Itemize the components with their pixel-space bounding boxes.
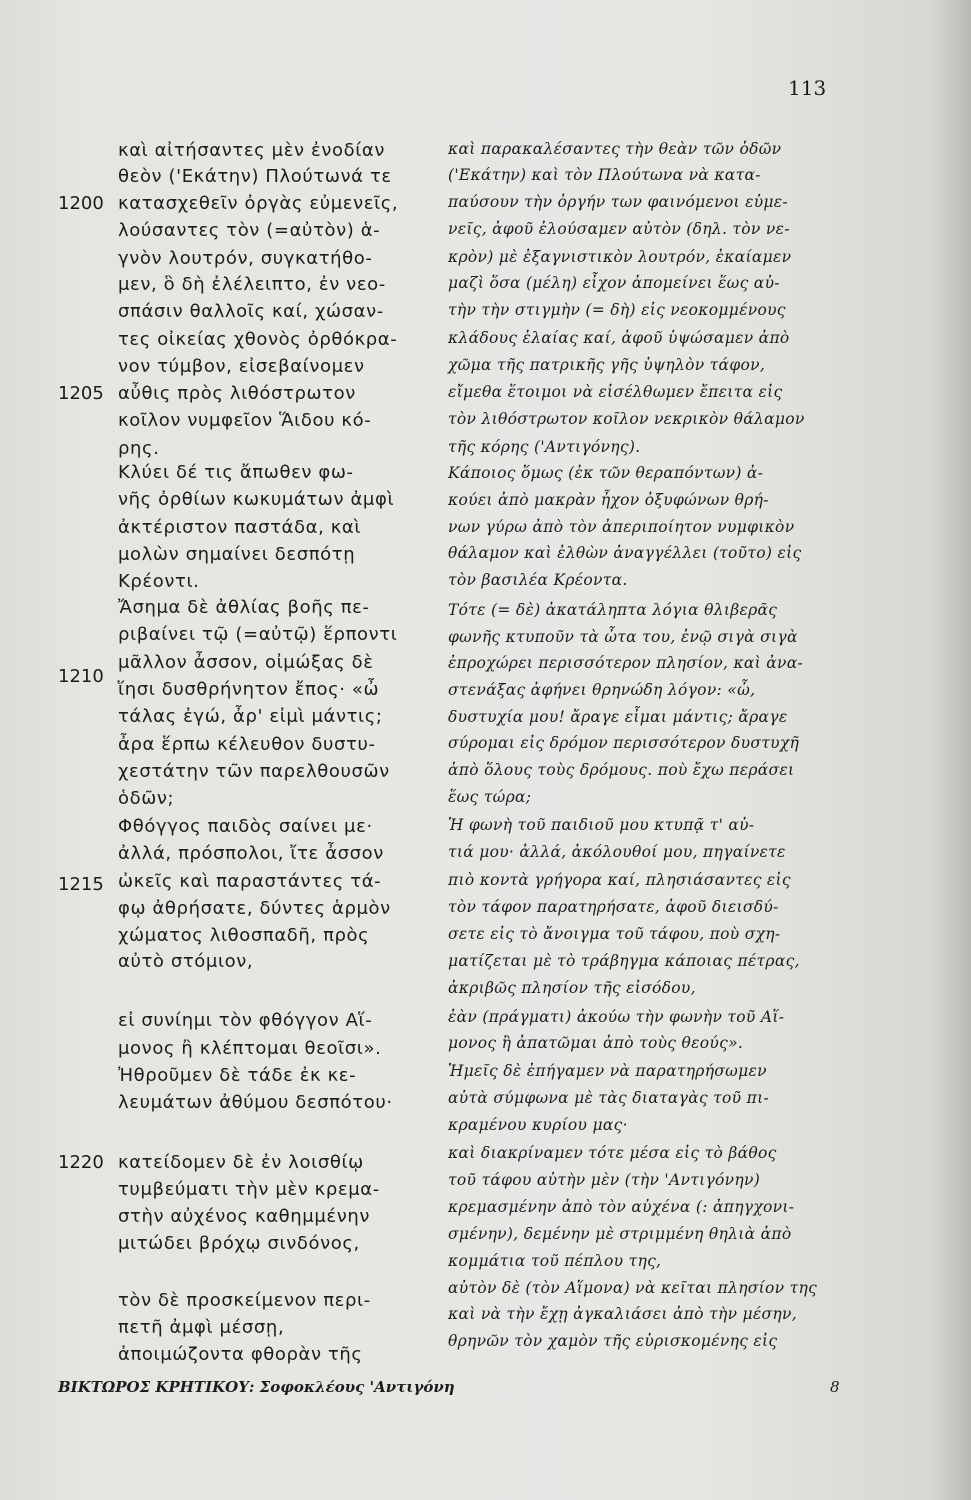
line-number: 1210 [58, 666, 104, 687]
translation-line: τὸν βασιλέα Κρέοντα. [448, 571, 628, 589]
greek-line: κατασχεθεῖν ὀργὰς εὐμενεῖς, [118, 193, 399, 214]
translation-line: θρηνῶν τὸν χαμὸν τῆς εὑρισκομένης εἰς [448, 1332, 778, 1350]
greek-line: αὐτὸ στόμιον, [118, 951, 254, 972]
greek-line: Ἄσημα δὲ ἀθλίας βοῆς πε- [118, 597, 370, 618]
translation-line: σύρομαι εἰς δρόμον περισσότερον δυστυχῆ [448, 734, 800, 752]
translation-line: τοῦ τάφου αὐτὴν μὲν (τὴν 'Αντιγόνην) [448, 1171, 761, 1189]
page-number: 113 [788, 76, 827, 100]
translation-line: ματίζεται μὲ τὸ τράβηγμα κάποιας πέτρας, [448, 952, 800, 970]
greek-line: ἵησι δυσθρήνητον ἔπος· «ὦ [118, 679, 380, 700]
translation-line: τὸν λιθόστρωτον κοῖλον νεκρικὸν θάλαμον [448, 410, 805, 428]
greek-line: τυμβεύματι τὴν μὲν κρεμα- [118, 1179, 380, 1200]
greek-line: φῳ ἀθρήσατε, δύντες ἁρμὸν [118, 898, 391, 919]
greek-line: αὖθις πρὸς λιθόστρωτον [118, 383, 356, 404]
greek-line: ἀποιμώζοντα φθορὰν τῆς [118, 1344, 363, 1365]
greek-line: μεν, ὃ δὴ ἐλέλειπτο, ἐν νεο- [118, 274, 386, 295]
greek-line: Κρέοντι. [118, 571, 200, 592]
greek-line: κοῖλον νυμφεῖον Ἅιδου κό- [118, 410, 372, 431]
greek-line: σπάσιν θαλλοῖς καί, χώσαν- [118, 301, 384, 322]
translation-line: Τότε (= δὲ) ἀκατάληπτα λόγια θλιβερᾶς [448, 601, 778, 619]
translation-line: κλάδους ἐλαίας καί, ἀφοῦ ὑψώσαμεν ἀπὸ [448, 329, 790, 347]
footer-author-title: ΒΙΚΤΩΡΟΣ ΚΡΗΤΙΚΟΥ: Σοφοκλέους 'Αντιγόνη [58, 1378, 455, 1396]
greek-line: μιτώδει βρόχῳ σινδόνος, [118, 1233, 360, 1254]
translation-line: κρεμασμένην ἀπὸ τὸν αὐχένα (: ἀπηγχονι- [448, 1198, 795, 1216]
greek-line: τὸν δὲ προσκείμενον περι- [118, 1290, 371, 1311]
translation-line: κραμένου κυρίου μας· [448, 1116, 628, 1134]
translation-line: εἴμεθα ἕτοιμοι νὰ εἰσέλθωμεν ἔπειτα εἰς [448, 383, 783, 401]
line-number: 1215 [58, 874, 104, 895]
translation-line: αὐτὰ σύμφωνα μὲ τὰς διαταγὰς τοῦ πι- [448, 1089, 770, 1107]
footer-signature-mark: 8 [830, 1378, 840, 1396]
greek-line: στὴν αὐχένος καθημμένην [118, 1206, 371, 1227]
greek-line: τάλας ἐγώ, ἆρ' εἰμὶ μάντις; [118, 706, 383, 727]
translation-line: στενάξας ἀφήνει θρηνώδη λόγον: «ὦ, [448, 681, 756, 699]
translation-line: καὶ διακρίναμεν τότε μέσα εἰς τὸ βάθος [448, 1144, 777, 1162]
greek-line: μᾶλλον ἆσσον, οἰμώξας δὲ [118, 652, 374, 673]
translation-line: τὸν τάφον παρατηρήσατε, ἀφοῦ διεισδύ- [448, 898, 779, 916]
greek-line: κατείδομεν δὲ ἐν λοισθίῳ [118, 1152, 364, 1173]
translation-line: τιά μου· ἀλλά, ἀκόλουθοί μου, πηγαίνετε [448, 843, 786, 861]
greek-line: ρης. [118, 438, 160, 459]
greek-line: Φθόγγος παιδὸς σαίνει με· [118, 816, 373, 837]
greek-line: μονος ἢ κλέπτομαι θεοῖσι». [118, 1038, 382, 1059]
translation-line: ('Εκάτην) καὶ τὸν Πλούτωνα νὰ κατα- [448, 166, 761, 184]
translation-line: Ἡμεῖς δὲ ἐπήγαμεν νὰ παρατηρήσωμεν [448, 1062, 767, 1080]
translation-line: κούει ἀπὸ μακρὰν ἦχον ὀξυφώνων θρή- [448, 491, 769, 509]
translation-line: Κάποιος ὅμως (ἐκ τῶν θεραπόντων) ἀ- [448, 464, 764, 482]
translation-line: μονος ἢ ἀπατῶμαι ἀπὸ τοὺς θεούς». [448, 1034, 744, 1052]
greek-line: πετῆ ἀμφὶ μέσσῃ, [118, 1317, 285, 1338]
translation-line: κομμάτια τοῦ πέπλου της, [448, 1252, 662, 1270]
translation-line: δυστυχία μου! ἄραγε εἶμαι μάντις; ἄραγε [448, 708, 788, 726]
greek-line: νῆς ὀρθίων κωκυμάτων ἀμφὶ [118, 489, 395, 510]
translation-line: Ἡ φωνὴ τοῦ παιδιοῦ μου κτυπᾷ τ' αὐ- [448, 816, 755, 834]
greek-line: χώματος λιθοσπαδῆ, πρὸς [118, 925, 370, 946]
translation-line: φωνῆς κτυποῦν τὰ ὦτα του, ἐνῷ σιγὰ σιγὰ [448, 628, 798, 646]
translation-line: κρὸν) μὲ ἐξαγνιστικὸν λουτρόν, ἐκαίαμεν [448, 248, 792, 266]
translation-line: παύσουν τὴν ὀργήν των φαινόμενοι εὐμε- [448, 193, 788, 211]
greek-line: τες οἰκείας χθονὸς ὀρθόκρα- [118, 329, 398, 350]
greek-line: νον τύμβον, εἰσεβαίνομεν [118, 356, 365, 377]
greek-line: γνὸν λουτρόν, συγκατήθο- [118, 248, 373, 269]
greek-line: ἀλλά, πρόσπολοι, ἴτε ἆσσον [118, 843, 384, 864]
translation-line: νων γύρω ἀπὸ τὸν ἀπεριποίητον νυμφικὸν [448, 518, 795, 536]
greek-line: καὶ αἰτήσαντες μὲν ἐνοδίαν [118, 140, 386, 161]
translation-line: καὶ νὰ τὴν ἔχῃ ἀγκαλιάσει ἀπὸ τὴν μέσην, [448, 1305, 797, 1323]
translation-line: αὐτὸν δὲ (τὸν Αἵμονα) νὰ κεῖται πλησίον της [448, 1279, 818, 1297]
greek-line: ἆρα ἕρπω κέλευθον δυστυ- [118, 734, 376, 755]
greek-line: ἀκτέριστον παστάδα, καὶ [118, 517, 362, 538]
translation-line: ἀπὸ ὅλους τοὺς δρόμους. ποὺ ἔχω περάσει [448, 761, 795, 779]
translation-line: χῶμα τῆς πατρικῆς γῆς ὑψηλὸν τάφον, [448, 356, 766, 374]
translation-line: μαζὶ ὅσα (μέλη) εἶχον ἀπομείνει ἕως αὐ- [448, 274, 780, 292]
translation-line: πιὸ κοντὰ γρήγορα καί, πλησιάσαντες εἰς [448, 871, 791, 889]
line-number: 1220 [58, 1152, 104, 1173]
greek-line: Κλύει δέ τις ἄπωθεν φω- [118, 462, 354, 483]
translation-line: ἀκριβῶς πλησίον τῆς εἰσόδου, [448, 979, 696, 997]
greek-line: ὁδῶν; [118, 788, 175, 809]
translation-line: σμένην), δεμένην μὲ στριμμένη θηλιὰ ἀπὸ [448, 1225, 792, 1243]
translation-line: τῆς κόρης ('Αντιγόνης). [448, 438, 641, 456]
greek-line: ὠκεῖς καὶ παραστάντες τά- [118, 871, 382, 892]
greek-line: ριβαίνει τῷ (=αὐτῷ) ἕρποντι [118, 624, 398, 645]
translation-line: θάλαμον καὶ ἐλθὼν ἀναγγέλλει (τοῦτο) εἰς [448, 544, 802, 562]
greek-line: θεὸν ('Εκάτην) Πλούτωνά τε [118, 166, 392, 187]
translation-line: καὶ παρακαλέσαντες τὴν θεὰν τῶν ὁδῶν [448, 140, 782, 158]
translation-line: σετε εἰς τὸ ἄνοιγμα τοῦ τάφου, ποὺ σχη- [448, 925, 781, 943]
translation-line: ἐὰν (πράγματι) ἀκούω τὴν φωνὴν τοῦ Αἵ- [448, 1008, 785, 1026]
line-number: 1205 [58, 383, 104, 404]
greek-line: λευμάτων ἀθύμου δεσπότου· [118, 1092, 393, 1113]
translation-line: ἐπροχώρει περισσότερον πλησίον, καὶ ἀνα- [448, 654, 804, 672]
translation-line: ἕως τώρα; [448, 788, 532, 806]
greek-line: εἰ συνίημι τὸν φθόγγον Αἵ- [118, 1010, 373, 1031]
line-number: 1200 [58, 193, 104, 214]
greek-line: μολὼν σημαίνει δεσπότῃ [118, 544, 356, 565]
translation-line: νεῖς, ἀφοῦ ἐλούσαμεν αὐτὸν (δηλ. τὸν νε- [448, 220, 790, 238]
translation-line: τὴν τὴν στιγμὴν (= δὴ) εἰς νεοκομμένους [448, 301, 786, 319]
greek-line: λούσαντες τὸν (=αὐτὸν) ἁ- [118, 220, 381, 241]
greek-line: χεστάτην τῶν παρελθουσῶν [118, 761, 390, 782]
greek-line: Ἠθροῦμεν δὲ τάδε ἐκ κε- [118, 1065, 357, 1086]
